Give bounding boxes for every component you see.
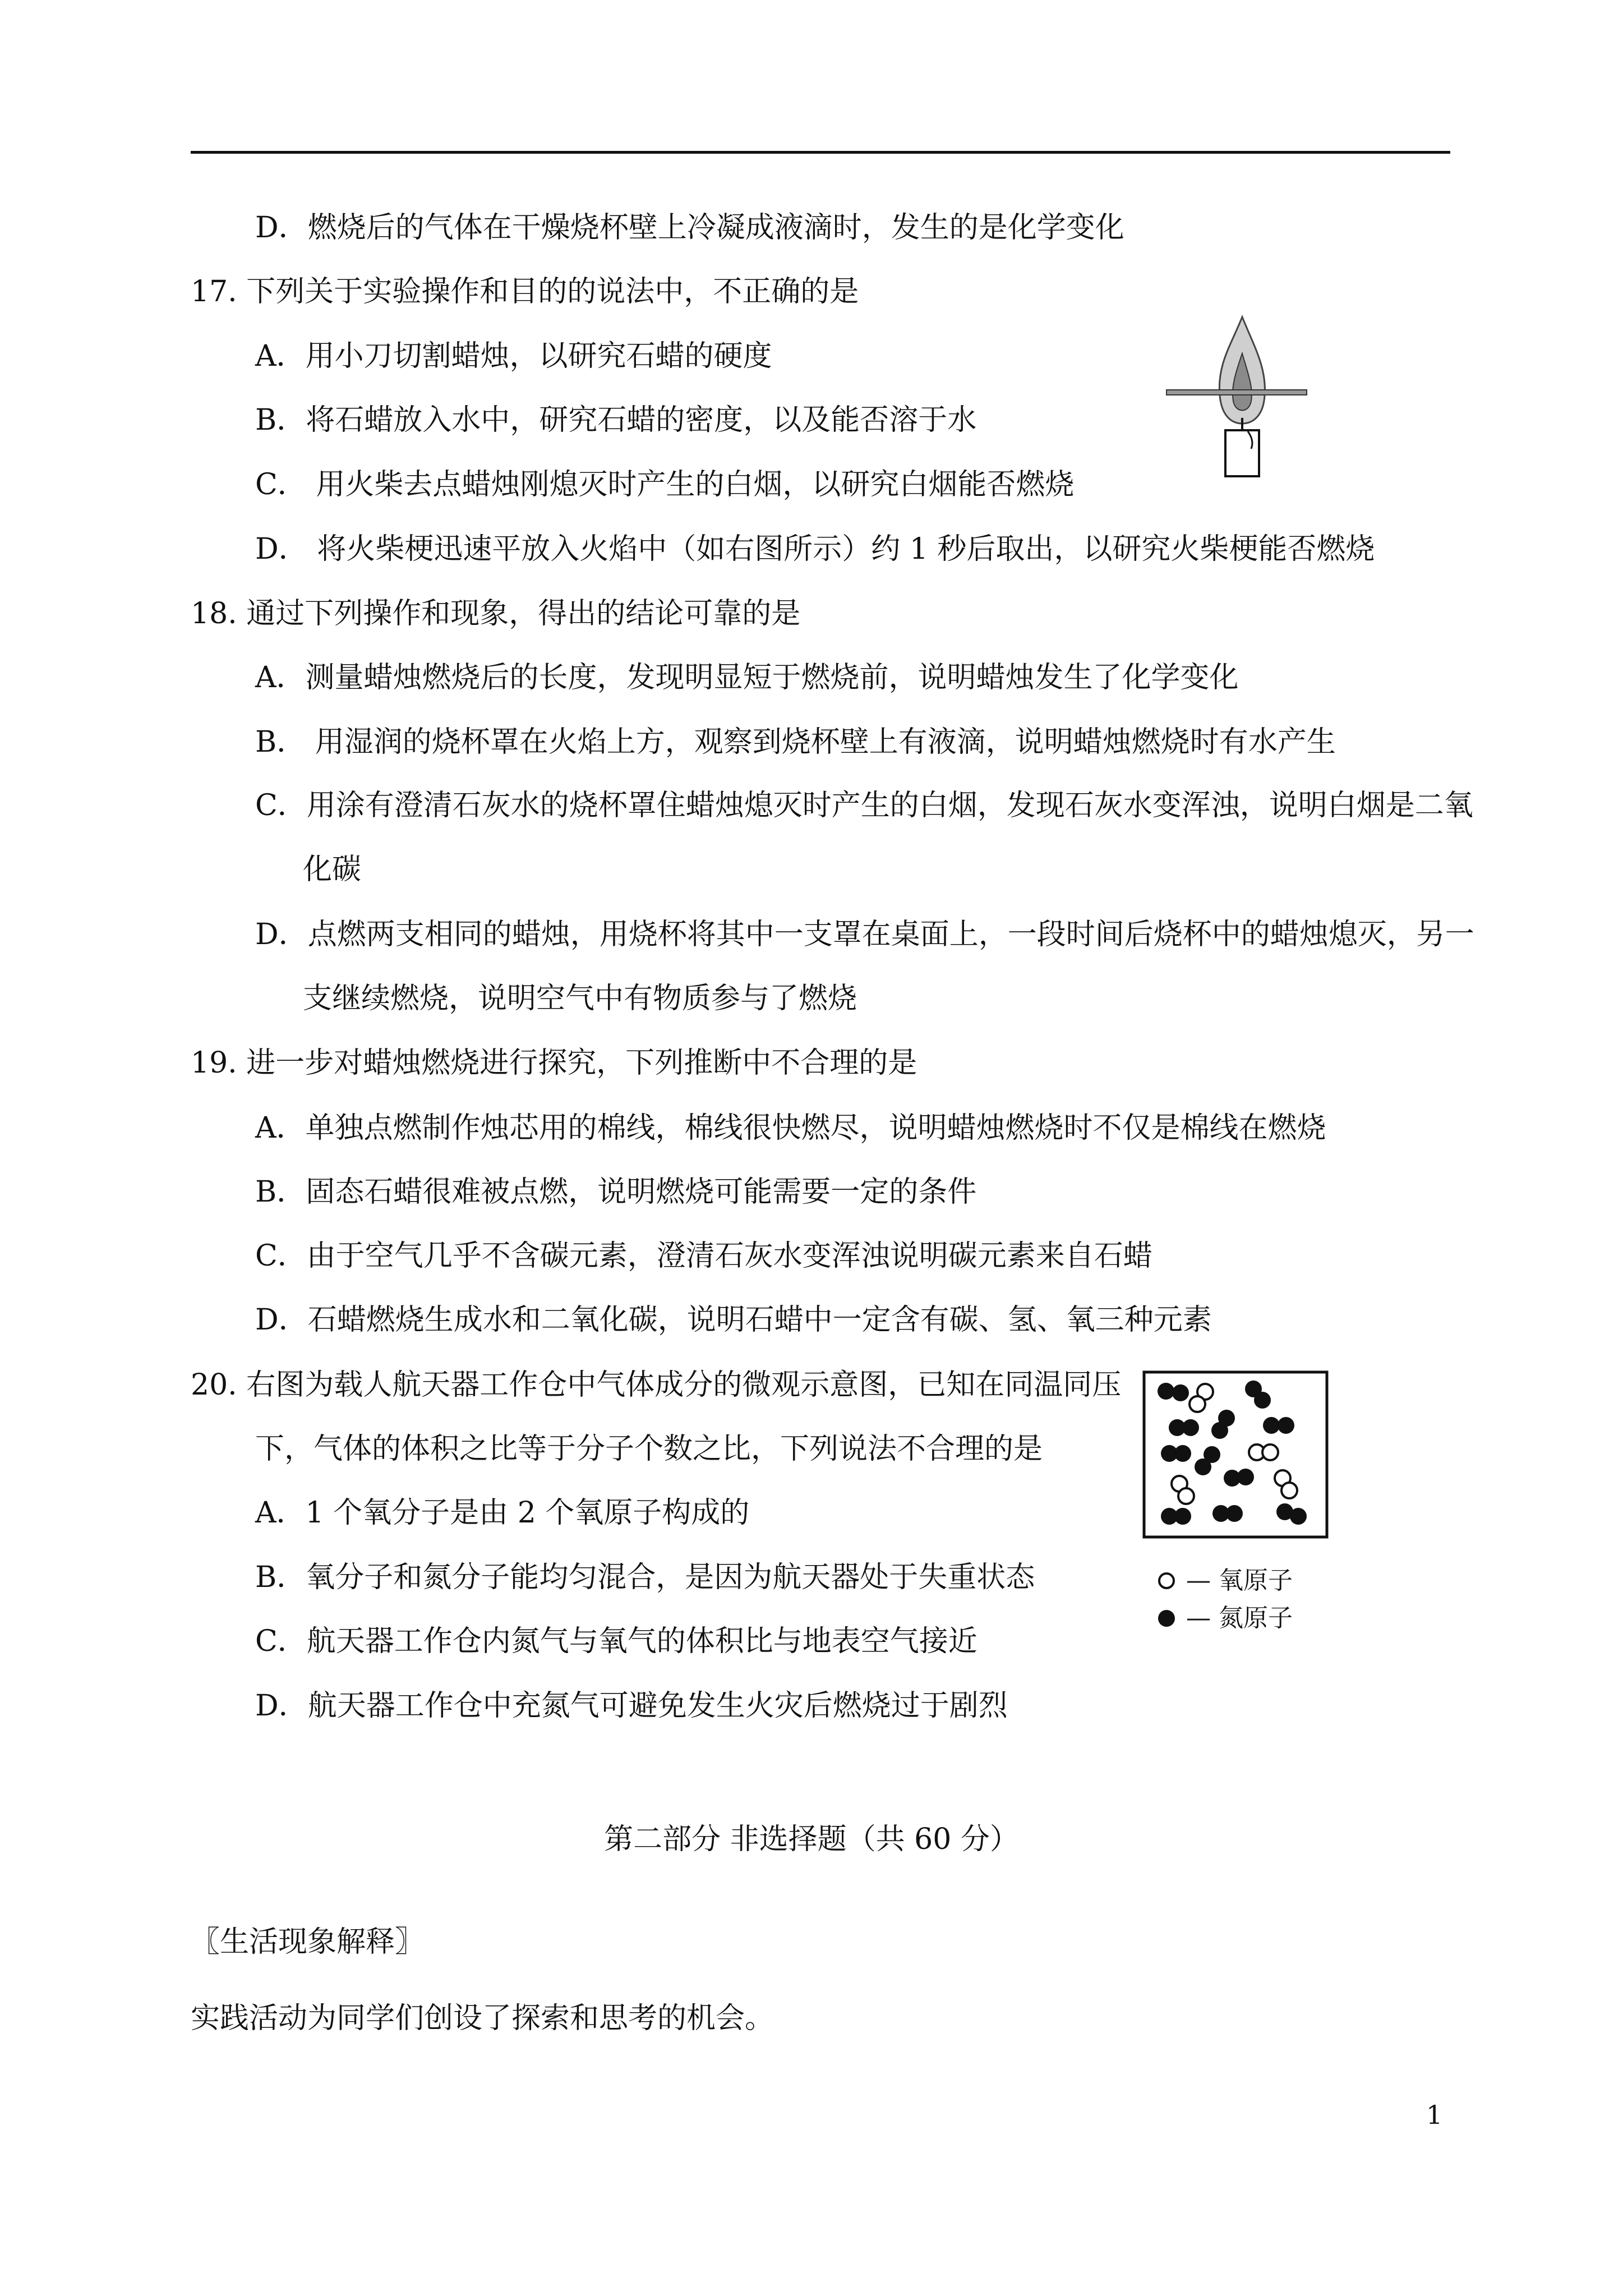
q20-stem: 20. 右图为载人航天器工作仓中气体成分的微观示意图，已知在同温同压	[191, 1368, 1122, 1402]
q18-option-c-cont: 化碳	[303, 853, 362, 886]
q18-option-b: B． 用湿润的烧杯罩在火焰上方，观察到烧杯壁上有液滴，说明蜡烛燃烧时有水产生	[255, 725, 1336, 759]
q19-option-c: C．由于空气几乎不含碳元素，澄清石灰水变浑浊说明碳元素来自石蜡	[255, 1239, 1152, 1273]
q17-option-c: C． 用火柴去点蜡烛刚熄灭时产生的白烟，以研究白烟能否燃烧	[255, 468, 1075, 501]
legend-oxygen	[1157, 1565, 1293, 1596]
q19-stem: 19. 进一步对蜡烛燃烧进行探究，下列推断中不合理的是	[191, 1046, 917, 1080]
q18-stem: 18. 通过下列操作和现象，得出的结论可靠的是	[191, 597, 801, 631]
q18-option-d: D．点燃两支相同的蜡烛，用烧杯将其中一支罩在桌面上，一段时间后烧杯中的蜡烛熄灭，另一	[255, 918, 1474, 951]
intro-text: 实践活动为同学们创设了探索和思考的机会。	[191, 2001, 774, 2035]
header-rule	[191, 151, 1450, 154]
part2-title: 第二部分 非选择题（共 60 分）	[604, 1823, 1019, 1856]
page-number: 1	[1426, 2100, 1443, 2130]
legend-oxygen-label: — 氧原子	[1186, 1566, 1293, 1595]
q19-option-a: A．单独点燃制作烛芯用的棉线，棉线很快燃尽，说明蜡烛燃烧时不仅是棉线在燃烧	[255, 1111, 1326, 1145]
gas-molecule-diagram	[1142, 1370, 1329, 1539]
q20-option-a: A．1 个氧分子是由 2 个氧原子构成的	[255, 1496, 750, 1530]
q19-option-b: B．固态石蜡很难被点燃，说明燃烧可能需要一定的条件	[255, 1175, 977, 1209]
q20-stem-cont: 下，气体的体积之比等于分子个数之比，下列说法不合理的是	[255, 1432, 1043, 1466]
q20-option-b: B．氧分子和氮分子能均匀混合，是因为航天器处于失重状态	[255, 1561, 1035, 1594]
q16-option-d: D．燃烧后的气体在干燥烧杯壁上冷凝成液滴时，发生的是化学变化	[255, 211, 1124, 245]
q17-option-b: B．将石蜡放入水中，研究石蜡的密度，以及能否溶于水	[255, 403, 977, 437]
candle-body	[1225, 430, 1259, 476]
q20-option-c: C．航天器工作仓内氮气与氧气的体积比与地表空气接近	[255, 1625, 978, 1658]
matchstick	[1166, 390, 1307, 395]
candle-flame-figure	[1164, 311, 1310, 480]
oxygen-atom-icon	[1157, 1571, 1176, 1590]
legend-nitrogen	[1157, 1603, 1293, 1634]
nitrogen-atom-icon	[1157, 1609, 1176, 1628]
q19-option-d: D．石蜡燃烧生成水和二氧化碳，说明石蜡中一定含有碳、氢、氧三种元素	[255, 1303, 1212, 1337]
q18-option-d-cont: 支继续燃烧，说明空气中有物质参与了燃烧	[303, 982, 857, 1015]
legend-nitrogen-label: — 氮原子	[1186, 1604, 1293, 1632]
section-label: 〖生活现象解释〗	[191, 1925, 425, 1959]
q18-option-a: A．测量蜡烛燃烧后的长度，发现明显短于燃烧前，说明蜡烛发生了化学变化	[255, 661, 1239, 694]
q20-option-d: D．航天器工作仓中充氮气可避免发生火灾后燃烧过于剧烈	[255, 1689, 1008, 1723]
q18-option-c: C．用涂有澄清石灰水的烧杯罩住蜡烛熄灭时产生的白烟，发现石灰水变浑浊，说明白烟是二氧	[255, 789, 1473, 822]
oxygen-molecule	[1249, 1444, 1278, 1460]
q17-option-a: A．用小刀切割蜡烛，以研究石蜡的硬度	[255, 339, 772, 373]
q17-stem: 17. 下列关于实验操作和目的的说法中，不正确的是	[191, 275, 859, 309]
q17-option-d: D． 将火柴梗迅速平放入火焰中（如右图所示）约 1 秒后取出，以研究火柴梗能否燃烧	[255, 532, 1375, 566]
